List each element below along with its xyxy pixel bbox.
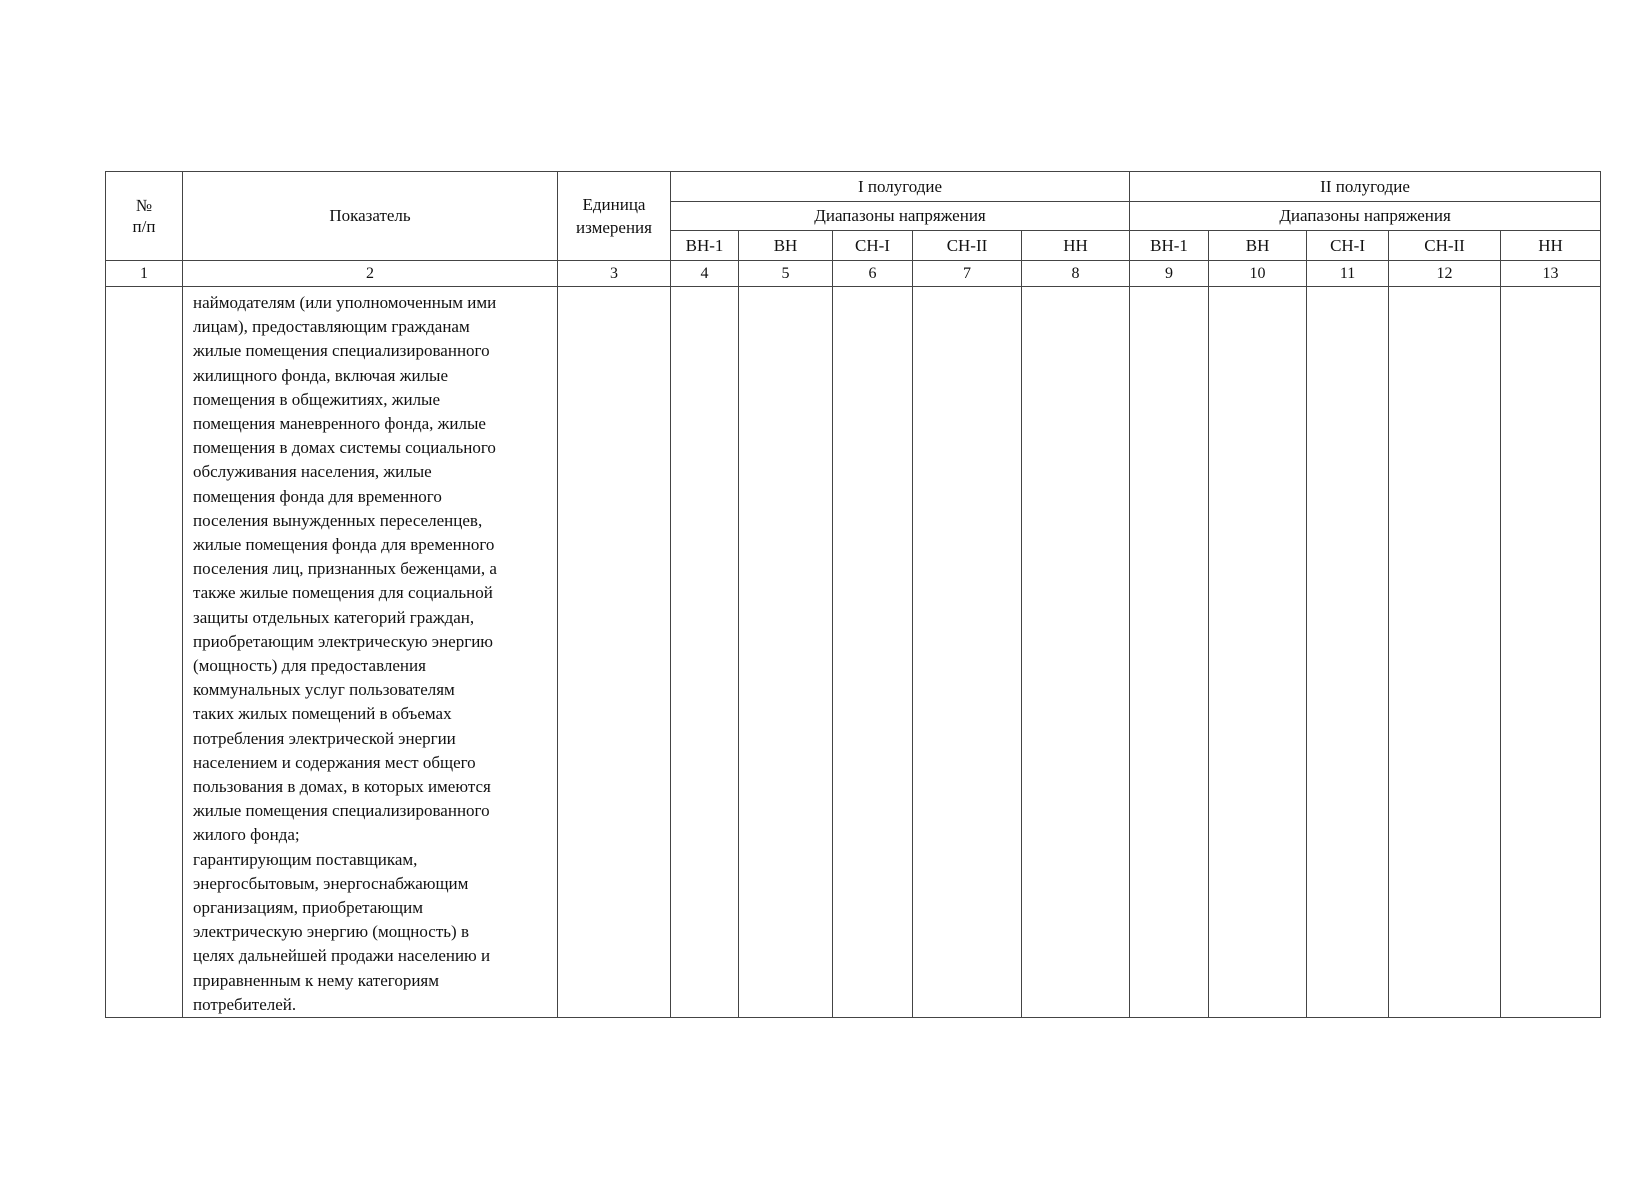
table-row <box>106 287 1601 1018</box>
value-cell <box>1501 287 1601 1018</box>
row-num-cell <box>106 287 183 1018</box>
voltage-header: НН <box>1501 231 1601 261</box>
header-num-label: № п/п <box>132 196 156 236</box>
voltage-header: СН-I <box>1307 231 1389 261</box>
column-number: 7 <box>913 261 1022 287</box>
value-cell <box>1307 287 1389 1018</box>
value-cell <box>1022 287 1130 1018</box>
column-number: 2 <box>183 261 558 287</box>
value-cell <box>833 287 913 1018</box>
row-indicator-cell <box>183 287 558 1018</box>
column-number: 8 <box>1022 261 1130 287</box>
voltage-header: ВН <box>739 231 833 261</box>
row-unit-cell <box>558 287 671 1018</box>
header-half2 <box>1130 172 1601 202</box>
value-cell <box>1130 287 1209 1018</box>
header-unit <box>558 172 671 261</box>
voltage-header: СН-II <box>1389 231 1501 261</box>
header-ranges2-label: Диапазоны напряжения <box>1279 206 1451 225</box>
column-number: 10 <box>1209 261 1307 287</box>
voltage-header: ВН-1 <box>1130 231 1209 261</box>
column-number: 9 <box>1130 261 1209 287</box>
column-number: 12 <box>1389 261 1501 287</box>
voltage-header: ВН <box>1209 231 1307 261</box>
header-half1 <box>671 172 1130 202</box>
value-cell <box>739 287 833 1018</box>
column-number: 6 <box>833 261 913 287</box>
header-half1-label: I полугодие <box>857 176 943 196</box>
header-half2-label: II полугодие <box>1320 176 1410 196</box>
header-indicator <box>183 172 558 261</box>
column-number-row <box>106 261 1601 287</box>
tariff-table <box>105 171 1601 1018</box>
header-ranges2 <box>1130 202 1601 231</box>
header-indicator-label: Показатель <box>329 206 411 225</box>
value-cell <box>1389 287 1501 1018</box>
header-row-periods <box>106 172 1601 202</box>
header-ranges1-label: Диапазоны напряжения <box>814 206 986 225</box>
value-cell <box>671 287 739 1018</box>
column-number: 3 <box>558 261 671 287</box>
column-number: 4 <box>671 261 739 287</box>
indicator-text: наймодателям (или уполномоченным ими лицам), предоставляющим гражданам жилые помещения специализированного жилищного фонда, включая жилые помещения в общежитиях, жилые помещения маневренного фонда, жилые помещения в домах системы социального обслуживания населения, жилые помещения фонда для временного поселения вынужденных переселенцев, жилые помещения фонда для временного поселения лиц, признанных беженцами, а также жилые помещения для социальной защиты отдельных категорий граждан, приобретающим электрическую энергию (мощность) для предоставления коммунальных услуг пользователям таких жилых помещений в объемах потребления электрической энергии населением и содержания мест общего пользования в домах, в которых имеются жилые помещения специализированного жилого фонда; гарантирующим поставщикам, энергосбытовым, энергоснабжающим организациям, приобретающим электрическую энергию (мощность) в целях дальнейшей продажи населению и приравненным к нему категориям потребителей. <box>193 293 497 1014</box>
voltage-header: НН <box>1022 231 1130 261</box>
voltage-header: СН-I <box>833 231 913 261</box>
header-num <box>106 172 183 261</box>
voltage-header: СН-II <box>913 231 1022 261</box>
value-cell <box>913 287 1022 1018</box>
column-number: 13 <box>1501 261 1601 287</box>
header-ranges1 <box>671 202 1130 231</box>
header-unit-label: Единица измерения <box>576 195 652 237</box>
column-number: 5 <box>739 261 833 287</box>
column-number: 1 <box>106 261 183 287</box>
value-cell <box>1209 287 1307 1018</box>
column-number: 11 <box>1307 261 1389 287</box>
voltage-header: ВН-1 <box>671 231 739 261</box>
